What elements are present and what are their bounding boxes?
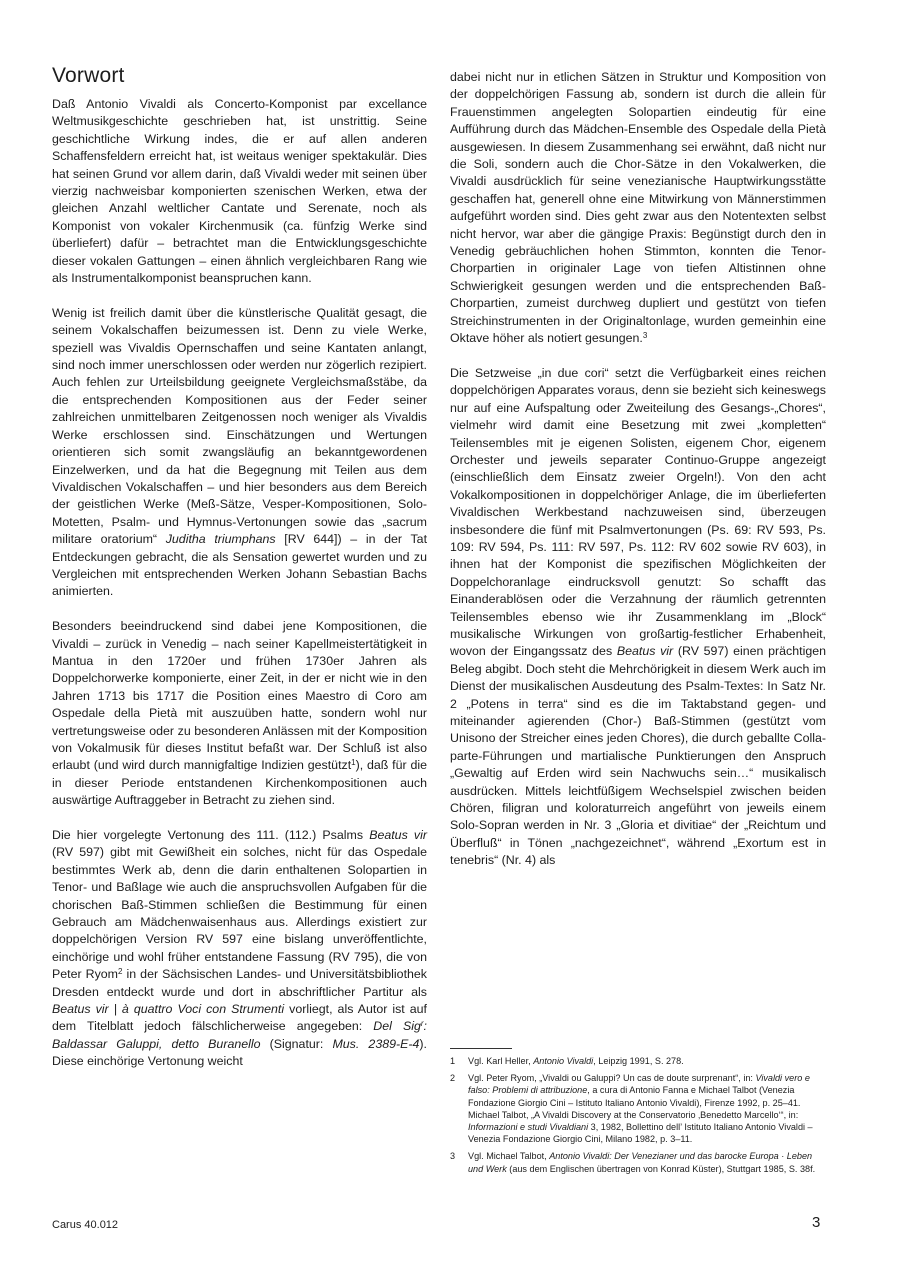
right-column <box>450 69 826 870</box>
footer-catalog: Carus 40.012 <box>52 1219 119 1231</box>
footnotes <box>450 1048 826 1180</box>
left-paragraph-3: Besonders beeindruckend sind dabei jene Kompositionen, die Vivaldi – zurück in Venedig – nach seiner Kapellmeistertätigkeit in Mantua in den 1720er und frühen 1730er Jahren als Doppelchorwerke komponierte, einer Zeit, in der er nicht wie in den Jahren 1713 bis 1717 die Position eines Maestro di Coro am Ospedale della Pietà mit auszuüben hatte, sondern wohl nur vertretungsweise oder zu besonderen Anlässen mit der Komposition von Vokalmusik für dieses Institut befaßt war. Der Schluß ist also erlaubt (und wird durch mannigfaltige Indizien gestützt$^1$), daß für die in dieser Periode entstandenen Kirchenkompositionen auch auswärtige Auftraggeber in Betracht zu ziehen sind. <box>52 619 427 808</box>
footnote-number: 1 <box>450 1056 456 1066</box>
right-paragraph-2: Die Setzweise „in due cori“ setzt die Verfügbarkeit eines reichen doppelchörigen Apparates voraus, denn sie bezieht sich keineswegs nur auf eine Aufspaltung oder Zweiteilung des Gesangs-„Chores“, vielmehr wird damit eine Besetzung mit zwei „kompletten“ Teilensembles mit je eigenen Solisten, eigenem Chor, eigenem Orchester und jeweils separater Continuo-Gruppe angezeigt (einschließlich dem Einsatz zweier Orgeln!). Von den acht Vokalkompositionen in doppelchöriger Anlage, die im überlieferten Vivaldischen Werkbestand nachzuweisen sind, überzeugen insbesondere die fünf mit Psalmvertonungen (Ps. 69: RV 593, Ps. 109: RV 594, Ps. 111: RV 597, Ps. 112: RV 602 sowie RV 603), in ihnen hat der Komponist die spezifischen Möglichkeiten der Doppelchoranlage eindrucksvoll genutzt: So schafft das Einanderablösen oder die Verzahnung der räumlich getrennten Teilensembles ebenso wie ihr Zusammenklang im „Block“ musikalische Wirkungen von großartig-festlicher Erhabenheit, wovon der Eingangssatz des Beatus vir (RV 597) einen prächtigen Beleg abgibt. Doch steht die Mehrchörigkeit in diesem Werk auch im Dienst der musikalischen Ausdeutung des Psalm-Textes: In Satz Nr. 2 „Potens in terra“ sind es die im Taktabstand gegen- und miteinander agierenden (Chor-) Baß-Stimmen (gestützt vom Unisono der Streicher eines jeden Chores), die durch geballte Colla-parte-Führungen und martialische Punktierungen den Anspruch „Gewaltig auf Erden wird sein Nachwuchs sein…“ musikalisch ausdrücken. Mittels leichtfüßigem Wechselspiel zwischen beiden Chören, filigran und koloraturreich angeführt von jeweils einem Solo-Sopran werden in Nr. 3 „Gloria et divitiae“ der „Reichtum und Überfluß“ in Tönen „nachgezeichnet“, während „Exortum est in tenebris“ (Nr. 4) als <box>450 365 826 868</box>
left-paragraph-2: Wenig ist freilich damit über die künstlerische Qualität gesagt, die seinem Vokalschaffen beizumessen ist. Denn zu viele Werke, speziell was Vivaldis Opernschaffen und seine Kantaten anlangt, sind noch immer unerschlossen oder werden nur zögerlich rezipiert. Auch fehlen zur Urteilsbildung geeignete Vergleichsmaßstäbe, da die entsprechenden Kompositionen aus der Feder seiner zahlreichen unmittelbaren Zeitgenossen noch weniger als Vivaldis Werke erschlossen sind. Einschätzungen und Wertungen orientieren sich somit zwangsläufig an bekanntgewordenen Einzelwerken, und da hat die Begegnung mit Teilen aus dem Vivaldischen Vokalschaffen – und hier besonders aus dem Bereich der geistlichen Werke (Meß-Sätze, Vesper-Kompositionen, Solo-Motetten, Psalm- und Hymnus-Vertonungen sowie das „sacrum militare oratorium“ Juditha triumphans [RV 644]) – in der Tat Entdeckungen gebracht, die als Sensation gewertet wurden und zu Vergleichen mit entsprechenden Werken Johann Sebastian Bachs animierten. <box>52 305 428 599</box>
page-title: Vorwort <box>52 64 125 87</box>
right-paragraph-1: dabei nicht nur in etlichen Sätzen in Struktur und Komposition von der doppelchörigen Fassung ab, sondern ist durch die allein für Frauenstimmen angelegten Solopartien eindeutig für eine Aufführung durch das Mädchen-Ensemble des Ospedale della Pietà ausgewiesen. In diesem Zusammenhang sei erwähnt, daß nicht nur die Soli, sondern auch die Chor-Sätze in den Vokalwerken, die Vivaldi ausdrücklich für seine venezianische Hauptwirkungsstätte geschaffen hat, generell ohne eine Mitwirkung von Männerstimmen aufgeführt worden sind. Dies geht zwar aus den Notentexten selbst nicht hervor, war aber die gängige Praxis: Begünstigt durch den in Venedig gebräuchlichen hohen Stimmton, konnten die Tenor-Chorpartien in originaler Lage von tiefen Altistinnen ohne Schwierigkeit gesungen werden und die entsprechenden Baß-Chorpartien, zumeist durchweg dupliert und gestützt von tiefen Streichinstrumenten in der Originaltonlage, wurden gemeinhin eine Oktave höher als notiert gesungen.$^3$ <box>450 70 826 346</box>
footnote-list <box>450 1055 826 1175</box>
footnote-text: Vgl. Peter Ryom, „Vivaldi ou Galuppi? Un cas de doute surprenant“, in: Vivaldi vero e falso: Problemi di attribuzione, a cura di Antonio Fanna e Michael Talbot (Venezia Fondazione Giorgio Cini – Istituto Italiano Antonio Vivaldi), Firenze 1992, p. 25–41. Michael Talbot, „A Vivaldi Discovery at the Conservatorio ‚Benedetto Marcello‘“, in: Informazioni e studi Vivaldiani 3, 1982, Bollettino dell’ Istituto Italiano Antonio Vivaldi – Venezia Fondazione Giorgio Cini, Milano 1982, p. 3–11. <box>468 1073 813 1145</box>
footnote-1 <box>450 1055 826 1067</box>
left-column <box>52 96 427 1071</box>
footnote-3 <box>450 1150 826 1174</box>
footnote-number: 3 <box>450 1151 456 1162</box>
left-paragraph-4: Die hier vorgelegte Vertonung des 111. (112.) Psalms Beatus vir (RV 597) gibt mit Gewißheit ein solches, nicht für das Ospedale bestimmtes Werk ab, denn die darin enthaltenen Solopartien in Tenor- und Baßlage wie auch die anspruchsvollen Aufgaben für die chorischen Baß-Stimmen schließen die Bestimmung für einen Gebrauch am Mädchenwaisenhaus aus. Allerdings existiert zur doppelchörigen Version RV 597 eine bislang unveröffentlichte, einchörige und wohl früher entstandene Fassung (RV 795), die von Peter Ryom$^2$ in der Sächsischen Landes- und Universitätsbibliothek Dresden entdeckt wurde und dort in abschriftlicher Partitur als Beatus vir | à quattro Voci con Strumenti vorliegt, als Autor ist auf dem Titelblatt jedoch fälschlicherweise angegeben: Del Sig$^r$: Baldassar Galuppi, detto Buranello (Signatur: Mus. 2389-E-4). Diese einchörige Vertonung weicht <box>52 828 427 1069</box>
footnote-text: Vgl. Karl Heller, Antonio Vivaldi, Leipzig 1991, S. 278. <box>468 1056 684 1066</box>
footnote-rule <box>450 1048 512 1049</box>
left-paragraph-1: Daß Antonio Vivaldi als Concerto-Komponist par excellance Weltmusikgeschichte geschrieben hat, ist unstrittig. Seine geschichtliche Wirkung indes, die er auf allen anderen Schaffensfeldern erreicht hat, ist weitaus weniger spektakulär. Dies hat seinen Grund vor allem darin, daß Vivaldi weder mit seinen über vierzig nachweisbar komponierten szenischen Werken, etwa der gleichen Anzahl weltlicher Cantate und Serenate, noch als Komponist von vokaler Kirchenmusik (ca. fünfzig Werke sind überliefert) dafür – betrachtet man die Entwicklungsgeschichte dieser vokalen Gattungen – einen ähnlich vergleichbaren Rang wie als Instrumentalkomponist beanspruchen kann. <box>52 97 427 286</box>
footnote-number: 2 <box>450 1073 456 1084</box>
footnote-2 <box>450 1072 826 1145</box>
page-number: 3 <box>812 1214 821 1231</box>
footnote-text: Vgl. Michael Talbot, Antonio Vivaldi: Der Venezianer und das barocke Europa · Leben und Werk (aus dem Englischen übertragen von Konrad Küster), Stuttgart 1985, S. 38f. <box>468 1151 816 1174</box>
